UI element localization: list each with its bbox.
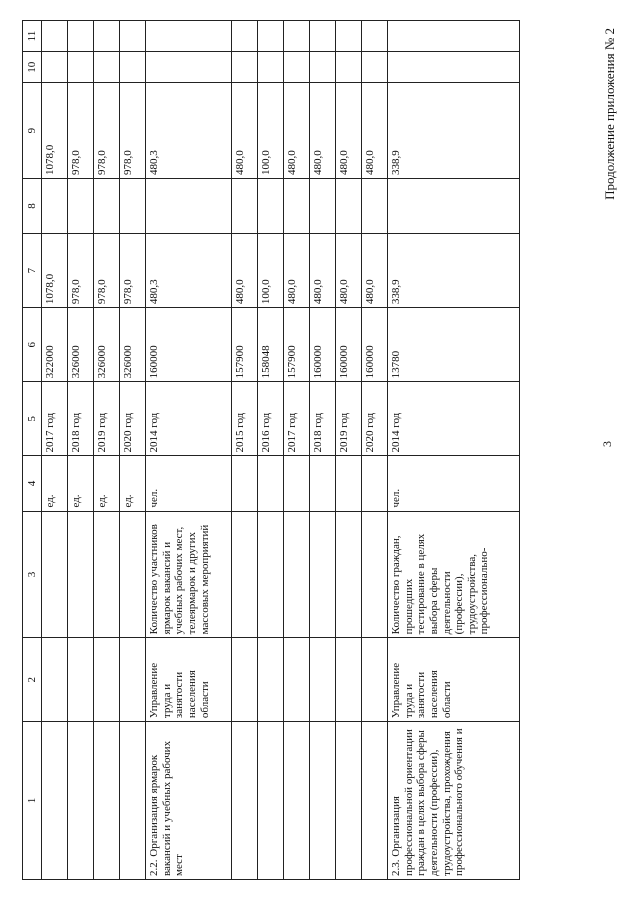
- cell-executor: [258, 638, 284, 722]
- cell-indicator: Количество граждан, прошедших тестирование в целях выбора сферы деятельности (профессии), трудоустройства, профессионально-: [388, 511, 520, 638]
- cell-value: 160000: [146, 308, 232, 382]
- cell-col8: [232, 178, 258, 233]
- rotated-sheet: [22, 20, 622, 880]
- cell-total: 480,3: [146, 233, 232, 307]
- cell-total: 480,0: [310, 233, 336, 307]
- cell-col9: 100,0: [258, 83, 284, 179]
- cell-col11: [42, 21, 68, 52]
- cell-value: 326000: [68, 308, 94, 382]
- cell-value: 157900: [284, 308, 310, 382]
- col-header-9: 9: [23, 83, 42, 179]
- table-row: [68, 21, 94, 880]
- cell-unit: ед.: [68, 456, 94, 511]
- cell-total: 978,0: [68, 233, 94, 307]
- cell-col9: 338,9: [388, 83, 520, 179]
- appendix-continuation-note: Продолжение приложения № 2: [602, 28, 617, 200]
- cell-activity: 2.2. Организация ярмарок вакансий и учебных рабочих мест: [146, 722, 232, 880]
- cell-total: 338,9: [388, 233, 520, 307]
- cell-executor: [42, 638, 68, 722]
- cell-col10: [258, 52, 284, 83]
- cell-value: 160000: [362, 308, 388, 382]
- cell-value: 326000: [94, 308, 120, 382]
- table-row: [284, 21, 310, 880]
- table-row: [120, 21, 146, 880]
- cell-total: 978,0: [94, 233, 120, 307]
- cell-indicator: [68, 511, 94, 638]
- cell-col11: [388, 21, 520, 52]
- cell-year: 2019 год: [94, 382, 120, 456]
- cell-col10: [362, 52, 388, 83]
- cell-unit: [336, 456, 362, 511]
- col-header-3: 3: [23, 511, 42, 638]
- cell-executor: [68, 638, 94, 722]
- cell-indicator: [362, 511, 388, 638]
- cell-col8: [336, 178, 362, 233]
- cell-year: 2019 год: [336, 382, 362, 456]
- cell-total: 480,0: [336, 233, 362, 307]
- cell-indicator: [42, 511, 68, 638]
- cell-indicator: [232, 511, 258, 638]
- cell-activity: [284, 722, 310, 880]
- cell-col11: [120, 21, 146, 52]
- cell-value: 157900: [232, 308, 258, 382]
- cell-col8: [68, 178, 94, 233]
- cell-indicator: [258, 511, 284, 638]
- table-row: [146, 21, 232, 880]
- cell-year: 2017 год: [42, 382, 68, 456]
- cell-activity: [232, 722, 258, 880]
- cell-col8: [146, 178, 232, 233]
- cell-total: 1078,0: [42, 233, 68, 307]
- cell-col9: 480,0: [362, 83, 388, 179]
- cell-col11: [94, 21, 120, 52]
- cell-col10: [284, 52, 310, 83]
- cell-col8: [42, 178, 68, 233]
- data-table: [22, 20, 520, 880]
- cell-col8: [284, 178, 310, 233]
- cell-col9: 1078,0: [42, 83, 68, 179]
- cell-executor: Управление труда и занятости населения области: [388, 638, 520, 722]
- table-row: [336, 21, 362, 880]
- cell-unit: [232, 456, 258, 511]
- page-number: 3: [600, 441, 614, 447]
- cell-indicator: [120, 511, 146, 638]
- cell-unit: ед.: [120, 456, 146, 511]
- cell-activity: [120, 722, 146, 880]
- cell-col11: [336, 21, 362, 52]
- cell-indicator: Количество участников ярмарок вакансий и учебных рабочих мест, телеярмарок и других массовых мероприятий: [146, 511, 232, 638]
- cell-executor: [232, 638, 258, 722]
- cell-col9: 480,0: [310, 83, 336, 179]
- cell-value: 160000: [336, 308, 362, 382]
- cell-value: 160000: [310, 308, 336, 382]
- table-row: [362, 21, 388, 880]
- cell-activity: [310, 722, 336, 880]
- cell-unit: ед.: [94, 456, 120, 511]
- cell-year: 2018 год: [310, 382, 336, 456]
- cell-year: 2016 год: [258, 382, 284, 456]
- col-header-10: 10: [23, 52, 42, 83]
- cell-col10: [94, 52, 120, 83]
- cell-col11: [146, 21, 232, 52]
- table-row: [258, 21, 284, 880]
- col-header-1: 1: [23, 722, 42, 880]
- cell-col10: [232, 52, 258, 83]
- cell-activity: [42, 722, 68, 880]
- cell-col11: [310, 21, 336, 52]
- cell-total: 480,0: [284, 233, 310, 307]
- cell-indicator: [284, 511, 310, 638]
- cell-activity: [258, 722, 284, 880]
- cell-total: 978,0: [120, 233, 146, 307]
- cell-total: 100,0: [258, 233, 284, 307]
- cell-value: 326000: [120, 308, 146, 382]
- cell-executor: Управление труда и занятости населения области: [146, 638, 232, 722]
- cell-year: 2017 год: [284, 382, 310, 456]
- cell-unit: [284, 456, 310, 511]
- cell-year: 2020 год: [362, 382, 388, 456]
- header-row: [23, 21, 42, 880]
- cell-col10: [120, 52, 146, 83]
- cell-executor: [362, 638, 388, 722]
- cell-unit: [310, 456, 336, 511]
- cell-year: 2020 год: [120, 382, 146, 456]
- cell-executor: [284, 638, 310, 722]
- cell-indicator: [94, 511, 120, 638]
- cell-activity: [336, 722, 362, 880]
- cell-col9: 978,0: [120, 83, 146, 179]
- cell-activity: [362, 722, 388, 880]
- cell-executor: [120, 638, 146, 722]
- col-header-11: 11: [23, 21, 42, 52]
- cell-value: 158048: [258, 308, 284, 382]
- cell-executor: [94, 638, 120, 722]
- cell-col9: 480,3: [146, 83, 232, 179]
- table-row: [232, 21, 258, 880]
- cell-col9: 480,0: [232, 83, 258, 179]
- cell-col9: 480,0: [336, 83, 362, 179]
- cell-executor: [336, 638, 362, 722]
- cell-unit: чел.: [388, 456, 520, 511]
- col-header-7: 7: [23, 233, 42, 307]
- cell-col11: [232, 21, 258, 52]
- table-row: [388, 21, 520, 880]
- cell-col8: [258, 178, 284, 233]
- cell-col8: [362, 178, 388, 233]
- cell-year: 2018 год: [68, 382, 94, 456]
- col-header-5: 5: [23, 382, 42, 456]
- cell-year: 2014 год: [388, 382, 520, 456]
- cell-col10: [68, 52, 94, 83]
- cell-value: 322000: [42, 308, 68, 382]
- cell-activity: 2.3. Организация профессиональной ориентации граждан в целях выбора сферы деятельности (профессии), трудоустройства, прохождения профессионального обучения и: [388, 722, 520, 880]
- cell-unit: ед.: [42, 456, 68, 511]
- cell-activity: [68, 722, 94, 880]
- cell-col10: [336, 52, 362, 83]
- cell-year: 2014 год: [146, 382, 232, 456]
- cell-indicator: [336, 511, 362, 638]
- col-header-8: 8: [23, 178, 42, 233]
- cell-col11: [362, 21, 388, 52]
- cell-col10: [146, 52, 232, 83]
- cell-col11: [284, 21, 310, 52]
- cell-col8: [120, 178, 146, 233]
- cell-col9: 480,0: [284, 83, 310, 179]
- cell-activity: [94, 722, 120, 880]
- table-row: [42, 21, 68, 880]
- col-header-4: 4: [23, 456, 42, 511]
- cell-col10: [388, 52, 520, 83]
- col-header-2: 2: [23, 638, 42, 722]
- cell-executor: [310, 638, 336, 722]
- cell-col8: [94, 178, 120, 233]
- cell-total: 480,0: [362, 233, 388, 307]
- cell-col8: [388, 178, 520, 233]
- cell-col10: [42, 52, 68, 83]
- cell-value: 13780: [388, 308, 520, 382]
- cell-col8: [310, 178, 336, 233]
- cell-unit: [362, 456, 388, 511]
- cell-col10: [310, 52, 336, 83]
- cell-indicator: [310, 511, 336, 638]
- cell-total: 480,0: [232, 233, 258, 307]
- table-row: [94, 21, 120, 880]
- cell-col9: 978,0: [68, 83, 94, 179]
- col-header-6: 6: [23, 308, 42, 382]
- cell-col9: 978,0: [94, 83, 120, 179]
- cell-year: 2015 год: [232, 382, 258, 456]
- cell-col11: [258, 21, 284, 52]
- cell-col11: [68, 21, 94, 52]
- cell-unit: [258, 456, 284, 511]
- table-row: [310, 21, 336, 880]
- cell-unit: чел.: [146, 456, 232, 511]
